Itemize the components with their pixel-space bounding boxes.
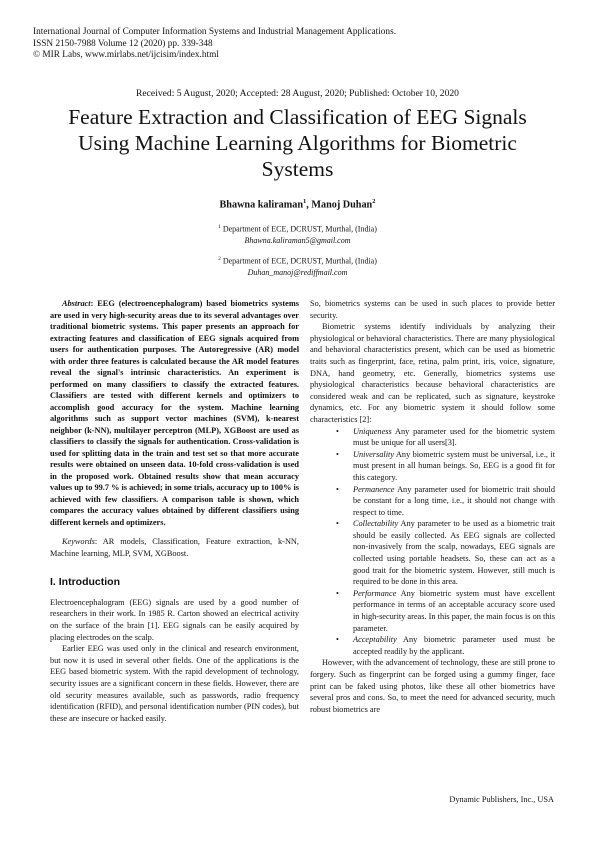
affiliation-2-dept: Department of ECE, DCRUST, Murthal, (India) bbox=[220, 256, 377, 266]
abstract-text: : EEG (electroencephalogram) based biometrics systems are used in very high-security areas due to its several advantages over traditional biometric systems. This paper presents an approach for extracting features and classification of EEG signals acquired from users for authentication purposes. The Autoregressive (AR) model with order three features is calculated because the AR model features reveal the signal's intrinsic characteristics. An experiment is performed on many classifiers to classify the extracted features. Classifiers are tested with different kernels and optimizers to accomplish good accuracy for the system. Machine learning algorithms such as support vector machines (SVM), k-nearest neighbor (k-NN), multilayer perceptron (MLP), XGBoost are used as classifiers to classify the signals for authentication. Cross-validation is used for splitting data in the train and test set so that more accurate results were obtained on unseen data. 10-fold cross-validation is used in the proposed work. Obtained results show that mean accuracy values up to 99.7 % is achieved; in some trials, accuracy up to 100% is achieved with few classifiers. A comparison table is shown, which compares the accuracy values obtained by different classifiers using different kernels and optimizers. bbox=[50, 299, 299, 527]
bullet-icon: • bbox=[336, 449, 339, 459]
right-closing-paragraph: However, with the advancement of technology, these are still prone to forgery. Such as fingerprint can be forged using a gummy finger, face print can be faked using photos, like these all other biometrics have several pros and cons. So, to meet the need for advanced security, much robust biometrics are bbox=[310, 658, 555, 714]
list-item-term: Universality bbox=[353, 449, 395, 459]
affiliation-1 bbox=[0, 222, 595, 246]
left-column bbox=[50, 298, 299, 724]
list-item-text: Any biometric parameter used must be accepted readily by the applicant. bbox=[353, 635, 555, 656]
list-item-text: Any biometric system must be universal, i.e., it must present in all human beings. So, EEG is a good fit for this category. bbox=[353, 449, 555, 482]
affiliation-2 bbox=[0, 254, 595, 278]
affiliation-1-email[interactable]: Bhawna.kaliraman5@gmail.com bbox=[244, 235, 351, 245]
bullet-icon: • bbox=[336, 484, 339, 494]
list-item-term: Permanence bbox=[353, 484, 395, 494]
list-item-term: Performance bbox=[353, 588, 397, 598]
list-item-term: Uniqueness bbox=[353, 426, 392, 436]
journal-header bbox=[33, 27, 563, 62]
bullet-icon: • bbox=[336, 519, 339, 529]
list-item-term: Acceptability bbox=[353, 635, 397, 645]
affiliation-1-dept: Department of ECE, DCRUST, Murthal, (India) bbox=[220, 224, 377, 234]
author-2: Manoj Duhan bbox=[311, 199, 373, 211]
affiliation-2-sup: 2 bbox=[218, 256, 221, 262]
intro-paragraph-1: Electroencephalogram (EEG) signals are used by a good number of researchers in their work. In 1985 R. Carton showed an electrical activity on the surface of the brain [1]. EEG signals can be easily acquired by placing electrodes on the scalp. bbox=[50, 597, 299, 642]
list-item-text: Any parameter used for the biometric system must be unique for all users[3]. bbox=[353, 426, 555, 448]
list-item bbox=[310, 426, 555, 449]
intro-paragraph-2: Earlier EEG was used only in the clinical and research environment, but now it is used in several other fields. One of the applications is the EEG based biometric system. With the rapid development of technology, security issues are a significant concern in these fields. However, there are old security measures available, such as passwords, radio frequency identification (RFID), and personal identification number (PIN codes), but these are insecure or hacked easily. bbox=[50, 644, 299, 723]
right-column bbox=[310, 298, 555, 715]
affiliation-1-sup: 1 bbox=[218, 224, 221, 230]
keywords bbox=[50, 536, 299, 559]
list-item bbox=[310, 518, 555, 588]
right-paragraph-2: Biometric systems identify individuals by analyzing their physiological or behavioral characteristics. There are many physiological and behavioral characteristics present, which can be used as biometric traits such as fingerprint, face, retina, palm print, iris, voice, signature, DNA, hand geometry, etc. Generally, biometrics systems use physiological characteristics because behavioral characteristics are considered weak and can be replicated, such as signature, keystroke dynamics, etc. For any biometric system it should follow some characteristics [2]: bbox=[310, 322, 555, 424]
list-item-term: Collectability bbox=[353, 519, 399, 529]
author-1-sup: 1 bbox=[303, 198, 307, 205]
publisher-footer: Dynamic Publishers, Inc., USA bbox=[449, 795, 554, 804]
characteristics-list bbox=[310, 426, 555, 658]
list-item bbox=[310, 484, 555, 519]
received-line: Received: 5 August, 2020; Accepted: 28 August, 2020; Published: October 10, 2020 bbox=[136, 88, 459, 99]
abstract-lead: Abstract bbox=[62, 299, 91, 308]
author-separator: , bbox=[306, 199, 312, 211]
right-paragraph-1: So, biometrics systems can be used in such places to provide better security. bbox=[310, 299, 555, 320]
affiliation-2-email[interactable]: Duhan_manoj@rediffmail.com bbox=[247, 267, 348, 277]
keywords-text: : AR models, Classification, Feature extraction, k-NN, Machine learning, MLP, SVM, XGBoost. bbox=[50, 537, 299, 558]
keywords-lead: Keywords bbox=[62, 537, 95, 546]
author-1: Bhawna kaliraman bbox=[219, 199, 304, 211]
author-line bbox=[0, 198, 595, 210]
list-item-text: Any parameter to be used as a biometric trait should be easily collected. As EEG signals are collected non-invasively from the scalp, nowadays, EEG signals are collected using portable headsets. So, these can act as a good trait for the biometric system. However, still much is required to be done in this area. bbox=[353, 519, 555, 587]
section-heading-introduction: I. Introduction bbox=[50, 576, 120, 589]
journal-line-2: ISSN 2150-7988 Volume 12 (2020) pp. 339-348 bbox=[33, 38, 213, 49]
bullet-icon: • bbox=[336, 588, 339, 598]
bullet-icon: • bbox=[336, 635, 339, 645]
list-item bbox=[310, 449, 555, 484]
author-2-sup: 2 bbox=[372, 198, 376, 205]
abstract bbox=[50, 298, 299, 528]
list-item-text: Any parameter used for biometric trait should be constant for a long time, i.e., it should not change with respect to time. bbox=[353, 484, 555, 517]
journal-line-3: © MIR Labs, www.mirlabs.net/ijcisim/index.html bbox=[33, 50, 219, 60]
journal-line-1: International Journal of Computer Information Systems and Industrial Management Applications. bbox=[33, 27, 397, 37]
list-item bbox=[310, 634, 555, 657]
list-item-text: Any biometric system must have excellent performance in terms of an acceptable accuracy score used in high-security areas. In this paper, the main focus is on this parameter. bbox=[353, 588, 555, 633]
bullet-icon: • bbox=[336, 426, 339, 436]
list-item bbox=[310, 588, 555, 634]
paper-title: Feature Extraction and Classification of EEG Signals Using Machine Learning Algorithms for Biometric Systems bbox=[68, 105, 527, 181]
